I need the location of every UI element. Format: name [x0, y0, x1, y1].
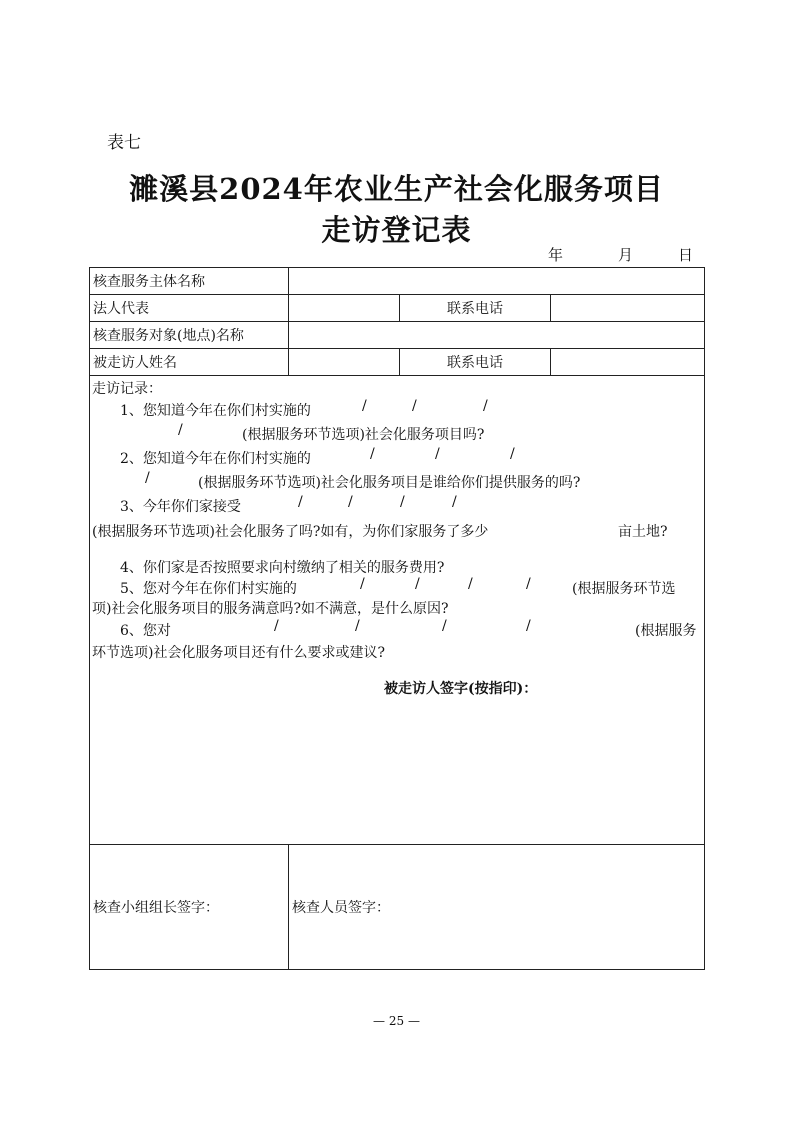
- question-5-part-b: (根据服务环节选: [572, 581, 676, 597]
- question-6-part-a: 6、您对: [120, 623, 171, 639]
- interviewee-field[interactable]: [289, 349, 400, 376]
- blank-slash: /: [442, 618, 447, 634]
- page-number: — 25 —: [373, 1014, 420, 1028]
- visit-registration-table: [89, 267, 705, 970]
- question-5-part-c: 项)社会化服务项目的服务满意吗?如不满意，是什么原因?: [92, 601, 449, 617]
- question-3-part-b: (根据服务环节选项)社会化服务了吗?如有，为你们家服务了多少: [92, 524, 489, 540]
- interviewee-label: 被走访人姓名: [90, 349, 289, 376]
- blank-slash: /: [526, 576, 531, 592]
- blank-slash: /: [510, 446, 515, 462]
- document-title: 濉溪县2024年农业生产社会化服务项目: [129, 172, 664, 206]
- service-entity-label: 核查服务主体名称: [90, 268, 289, 295]
- phone-label-1: 联系电话: [400, 295, 551, 322]
- blank-slash: /: [483, 398, 488, 414]
- service-entity-field[interactable]: [289, 268, 705, 295]
- question-6-part-c: 环节选项)社会化服务项目还有什么要求或建议?: [92, 645, 385, 661]
- date-year: 年: [548, 246, 564, 264]
- visit-record-section[interactable]: [90, 376, 705, 845]
- leader-signature-cell[interactable]: [90, 845, 289, 970]
- question-3-part-c: 亩土地?: [618, 524, 668, 540]
- blank-slash: /: [370, 446, 375, 462]
- record-heading: 走访记录：: [92, 381, 162, 397]
- blank-slash: /: [298, 494, 303, 510]
- question-3-part-a: 3、今年你们家接受: [120, 499, 241, 515]
- document-subtitle: 走访登记表: [321, 213, 472, 247]
- blank-slash: /: [412, 398, 417, 414]
- blank-slash: /: [435, 446, 440, 462]
- question-1-part-b: (根据服务环节选项)社会化服务项目吗?: [242, 427, 485, 443]
- question-4: 4、你们家是否按照要求向村缴纳了相关的服务费用?: [120, 560, 445, 576]
- phone-field-1[interactable]: [551, 295, 705, 322]
- leader-signature-label: 核查小组组长签字：: [93, 900, 219, 916]
- question-2-part-b: (根据服务环节选项)社会化服务项目是谁给你们提供服务的吗?: [198, 475, 581, 491]
- blank-slash: /: [452, 494, 457, 510]
- staff-signature-cell[interactable]: [289, 845, 705, 970]
- blank-slash: /: [360, 576, 365, 592]
- legal-rep-field[interactable]: [289, 295, 400, 322]
- blank-slash: /: [468, 576, 473, 592]
- blank-slash: /: [362, 398, 367, 414]
- interviewee-signature-label: 被走访人签字(按指印)：: [384, 681, 538, 697]
- table-label: 表七: [107, 133, 141, 153]
- legal-rep-label: 法人代表: [90, 295, 289, 322]
- blank-slash: /: [415, 576, 420, 592]
- service-target-field[interactable]: [289, 322, 705, 349]
- blank-slash: /: [145, 470, 150, 486]
- phone-field-2[interactable]: [551, 349, 705, 376]
- question-5-part-a: 5、您对今年在你们村实施的: [120, 581, 297, 597]
- staff-signature-label: 核查人员签字：: [292, 900, 390, 916]
- blank-slash: /: [400, 494, 405, 510]
- question-6-part-b: (根据服务: [635, 623, 697, 639]
- question-1-part-a: 1、您知道今年在你们村实施的: [120, 403, 311, 419]
- blank-slash: /: [178, 422, 183, 438]
- date-month: 月: [618, 246, 634, 264]
- blank-slash: /: [526, 618, 531, 634]
- question-2-part-a: 2、您知道今年在你们村实施的: [120, 451, 311, 467]
- blank-slash: /: [348, 494, 353, 510]
- phone-label-2: 联系电话: [400, 349, 551, 376]
- service-target-label: 核查服务对象(地点)名称: [90, 322, 289, 349]
- date-day: 日: [678, 246, 694, 264]
- blank-slash: /: [274, 618, 279, 634]
- blank-slash: /: [355, 618, 360, 634]
